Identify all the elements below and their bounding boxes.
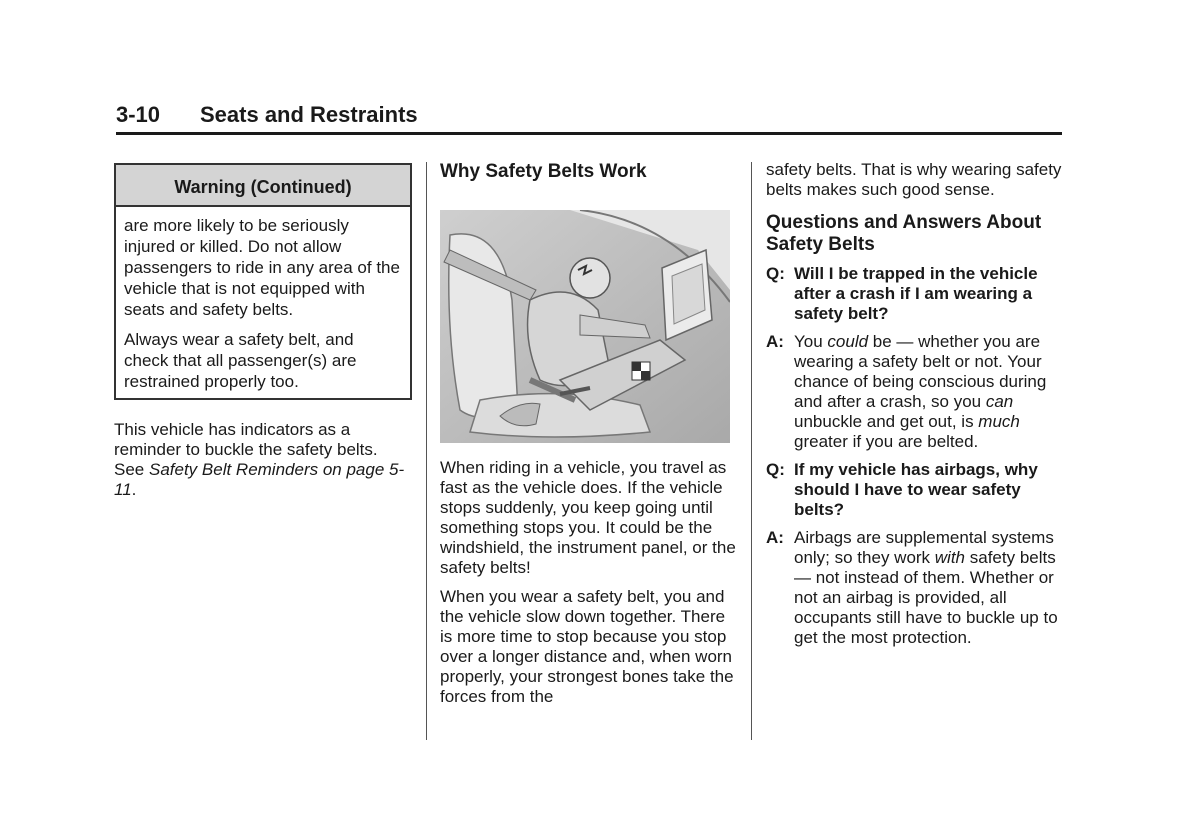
q-label: Q:	[766, 264, 785, 283]
reminder-text	[114, 420, 412, 500]
question-2	[766, 460, 1066, 520]
warning-heading: Warning (Continued)	[116, 165, 410, 207]
answer-emphasis: can	[985, 392, 1014, 411]
body-paragraph: When riding in a vehicle, you travel as fast as the vehicle does. If the vehicle stops suddenly, you keep going until something stops you. It could be the windshield, the instrument panel, or the safety belts!	[440, 458, 736, 577]
answer-text	[794, 528, 1064, 648]
middle-column	[440, 160, 740, 716]
warning-box	[114, 163, 412, 400]
continuation-paragraph: safety belts. That is why wearing safety belts makes such good sense.	[766, 160, 1062, 199]
answer-segment: Airbags are supplemental systems only; so they work	[794, 528, 1054, 567]
page-header	[116, 100, 1062, 135]
body-paragraph: When you wear a safety belt, you and the vehicle slow down together. There is more time to stop because you stop over a longer distance and, when worn properly, your strongest bones take the forces from the	[440, 587, 734, 706]
why-heading: Why Safety Belts Work	[440, 161, 647, 182]
warning-body	[116, 207, 410, 398]
answer-1	[766, 332, 1066, 452]
qa-heading: Questions and Answers About Safety Belts	[766, 212, 1042, 255]
answer-text	[794, 332, 1064, 452]
answer-emphasis: with	[934, 548, 966, 567]
a-label: A:	[766, 528, 784, 547]
answer-emphasis: could	[827, 332, 869, 351]
q-label: Q:	[766, 460, 785, 479]
answer-segment: unbuckle and get out, is	[794, 412, 979, 431]
answer-emphasis: much	[978, 412, 1020, 431]
question-text: Will I be trapped in the vehicle after a crash if I am wearing a safety belt?	[794, 264, 1038, 323]
page-number: 3-10	[116, 102, 161, 127]
question-1	[766, 264, 1066, 324]
answer-segment: greater if you are belted.	[794, 432, 979, 451]
column-divider	[426, 162, 427, 740]
question-text: If my vehicle has airbags, why should I have to wear safety belts?	[794, 460, 1038, 519]
answer-segment: safety belts — not instead of them. Whether or not an airbag is provided, all occupants still have to buckle up to get the most protection.	[794, 548, 1058, 647]
answer-2	[766, 528, 1066, 648]
right-column	[766, 160, 1066, 648]
a-label: A:	[766, 332, 784, 351]
warning-paragraph: are more likely to be seriously injured or killed. Do not allow passengers to ride in any area of the vehicle that is not equipped with seats and safety belts.	[124, 216, 400, 319]
reminder-end: .	[131, 480, 137, 499]
section-title: Seats and Restraints	[200, 102, 418, 127]
reminder-link[interactable]: Safety Belt Reminders on page 5-11	[114, 460, 405, 499]
column-divider	[751, 162, 752, 740]
answer-segment: be — whether you are wearing a safety belt or not. Your chance of being conscious during and after a crash, so you	[794, 332, 1047, 411]
warning-paragraph: Always wear a safety belt, and check that all passenger(s) are restrained properly too.	[124, 330, 357, 391]
why-body	[440, 458, 740, 707]
answer-segment: You	[794, 332, 828, 351]
crash-test-dummy-illustration	[440, 210, 730, 443]
left-column	[114, 163, 412, 500]
reminder-sentence: This vehicle has indicators as a reminder to buckle the safety belts. See	[114, 420, 378, 479]
